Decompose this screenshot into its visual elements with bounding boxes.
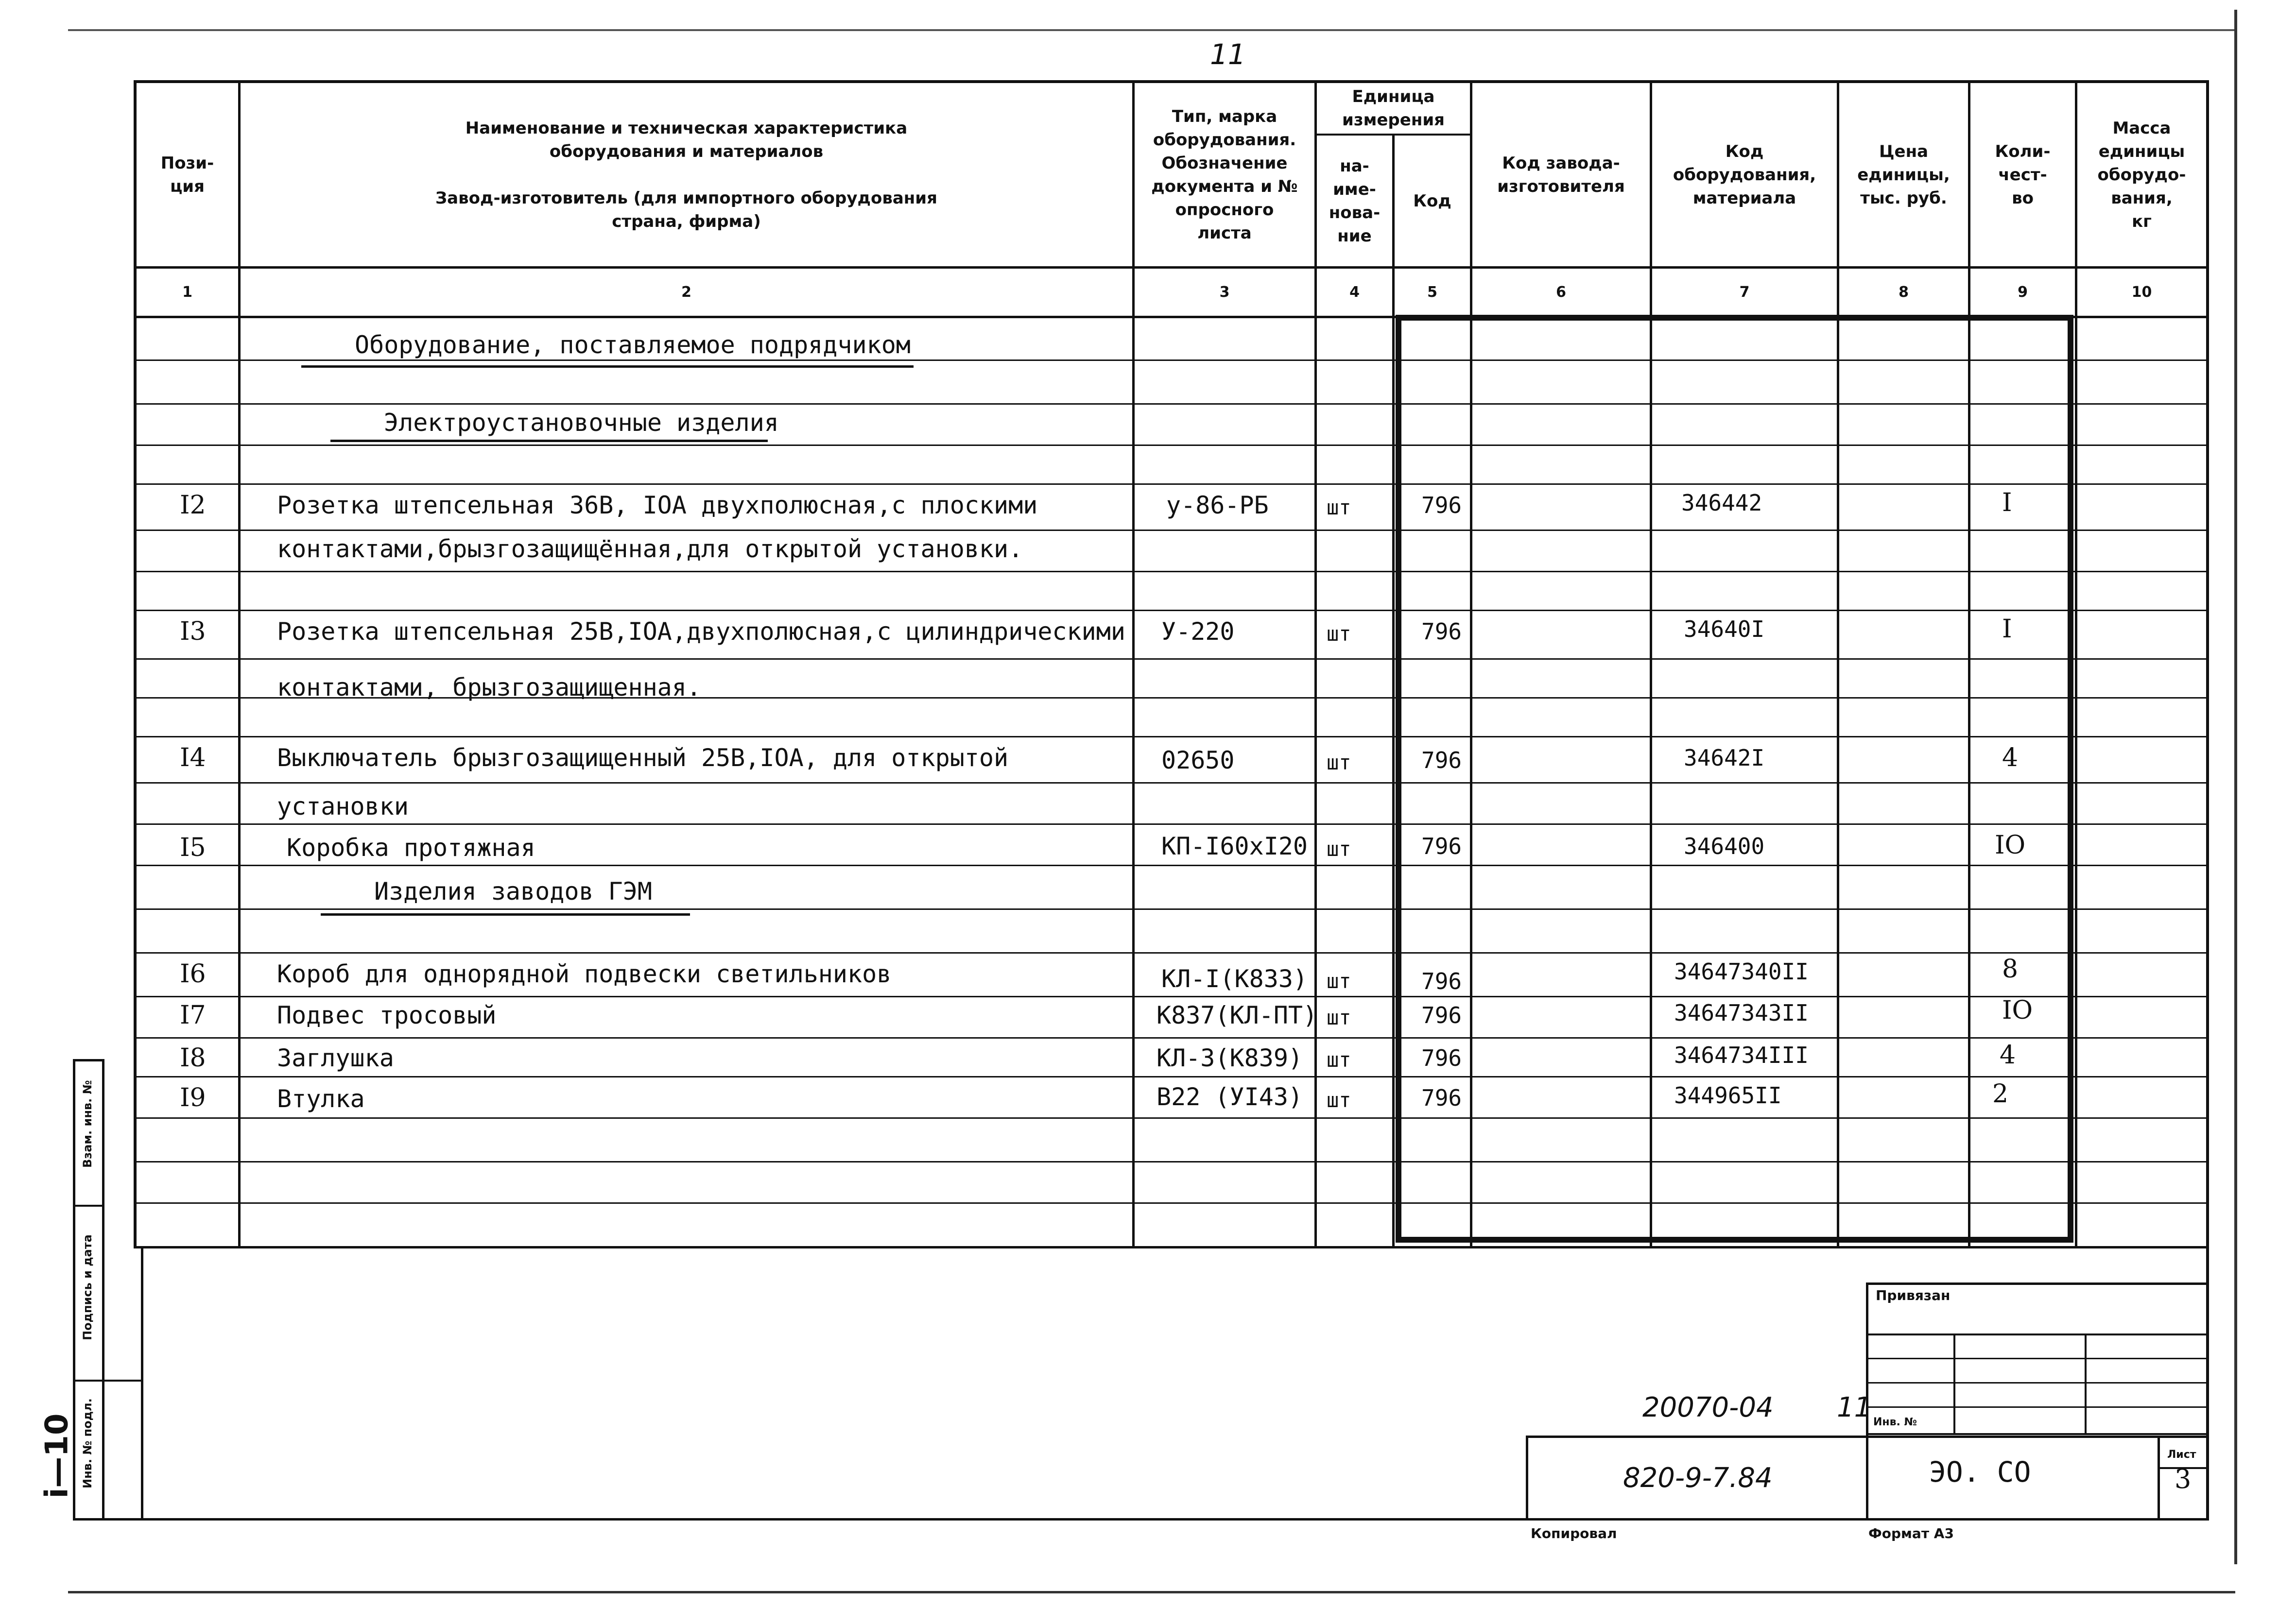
row-position: I7 <box>180 1001 206 1030</box>
row-unit: шт <box>1327 1048 1351 1072</box>
row-unit: шт <box>1327 496 1351 519</box>
header-unit-code: Код <box>1413 191 1451 211</box>
section-heading: Электроустановочные изделия <box>384 409 779 437</box>
row-equip: 34647343II <box>1674 1000 1809 1026</box>
stamp-inv-label: Инв. № подл. <box>81 1398 94 1488</box>
col-num: 5 <box>1427 284 1437 301</box>
side-code: i—10 <box>39 1413 75 1499</box>
col-num: 2 <box>681 284 691 301</box>
col-num: 8 <box>1899 284 1909 301</box>
row-name: Коробка протяжная <box>287 834 535 862</box>
row-code: 796 <box>1421 492 1462 518</box>
row-unit: шт <box>1327 1088 1351 1112</box>
row-code: 796 <box>1421 1085 1462 1111</box>
col-num: 6 <box>1556 284 1566 301</box>
tb-line <box>1526 1436 1528 1521</box>
row-name: контактами,брызгозащищённая,для открытой установки. <box>277 535 1023 563</box>
row-position: I2 <box>180 491 206 520</box>
row-code: 796 <box>1421 618 1462 645</box>
row-position: I3 <box>180 617 206 646</box>
row-type: У-220 <box>1161 617 1235 646</box>
stamp-podpis-label: Подпись и дата <box>81 1234 94 1340</box>
row-equip: 346400 <box>1684 833 1765 859</box>
stamp-line <box>102 1059 104 1521</box>
row-unit: шт <box>1327 1006 1351 1029</box>
row-equip: 346442 <box>1681 490 1762 516</box>
row-name: установки <box>277 792 409 821</box>
row-type: В22 (УI43) <box>1157 1083 1303 1111</box>
row-name: Выключатель брызгозащищенный 25В,IOA, для открытой <box>277 744 1009 772</box>
row-name: Подвес тросовый <box>277 1001 497 1029</box>
tb-line <box>1866 1382 2209 1384</box>
row-code: 796 <box>1421 1002 1462 1028</box>
format-label: Формат А3 <box>1868 1525 1954 1541</box>
tb-line <box>136 1518 2209 1521</box>
row-position: I4 <box>180 743 206 772</box>
row-name: Розетка штепсельная 36В, IOA двухполюсная,с плоскими <box>277 491 1038 519</box>
row-code: 796 <box>1421 968 1462 994</box>
row-qty: I <box>2002 615 2012 644</box>
header-unit-group: Единица измерения <box>1342 87 1445 130</box>
col-num: 7 <box>1739 284 1750 301</box>
row-type: КЛ-3(К839) <box>1157 1044 1303 1072</box>
row-unit: шт <box>1327 622 1351 646</box>
row-equip: 3464734III <box>1674 1042 1809 1068</box>
privyazan-label: Привязан <box>1876 1287 1951 1303</box>
tb-line <box>1866 1433 2209 1435</box>
stamp-line <box>141 1246 143 1521</box>
row-type: 02650 <box>1161 746 1235 774</box>
section-underline <box>301 365 914 368</box>
bottom-edge-line <box>68 1591 2235 1593</box>
page-number: 11 <box>1210 38 1246 71</box>
section-heading: Оборудование, поставляемое подрядчиком <box>355 331 911 359</box>
section-underline <box>330 440 768 442</box>
tb-line <box>1526 1436 2209 1438</box>
doc-sheet: 11 <box>1837 1392 1872 1423</box>
stamp-line <box>73 1518 143 1521</box>
row-code: 796 <box>1421 1045 1462 1071</box>
row-qty: IO <box>1995 831 2026 860</box>
stamp-line <box>73 1059 104 1061</box>
list-label: Лист <box>2167 1449 2196 1461</box>
doc-code: 20070-04 <box>1642 1392 1774 1423</box>
row-name: Короб для однорядной подвески светильников <box>277 960 892 988</box>
row-equip: 34642I <box>1684 745 1765 771</box>
row-name: Розетка штепсельная 25В,IOA,двухполюсная,с цилиндрическими <box>277 617 1125 646</box>
kopiroval-label: Копировал <box>1531 1525 1617 1541</box>
col-num: 3 <box>1219 284 1230 301</box>
tb-line <box>1866 1406 2209 1408</box>
row-type: К837(КЛ-ПТ) <box>1157 1001 1318 1029</box>
header-mass: Масса единицы оборудо- вания, кг <box>2097 118 2186 231</box>
tb-line <box>1866 1358 2209 1359</box>
stamp-line <box>73 1380 143 1382</box>
row-qty: 4 <box>2002 743 2019 772</box>
row-qty: I <box>2002 488 2012 517</box>
row-qty: 2 <box>1992 1079 2009 1109</box>
table-bottom <box>134 1246 2209 1248</box>
tb-line <box>1953 1333 1955 1433</box>
col-num: 9 <box>2018 284 2028 301</box>
row-equip: 34640I <box>1684 616 1765 642</box>
section-underline <box>321 913 690 916</box>
tb-line <box>1866 1282 2209 1285</box>
tb-line <box>1866 1333 2209 1335</box>
header-position: Пози- ция <box>160 153 214 196</box>
header-name: Наименование и техническая характеристика оборудования и материалов Завод-изготовитель (для импортного оборудования страна, фирма) <box>435 118 937 231</box>
header-equip-code: Код оборудования, материала <box>1673 141 1816 208</box>
row-unit: шт <box>1327 837 1351 861</box>
list-value: 3 <box>2175 1464 2192 1494</box>
row-code: 796 <box>1421 747 1462 773</box>
row-name: контактами, брызгозащищенная. <box>277 673 701 701</box>
row-code: 796 <box>1421 833 1462 859</box>
col-num: 10 <box>2131 284 2152 301</box>
stamp-vzam-label: Взам. инв. № <box>81 1080 94 1168</box>
row-equip: 344965II <box>1674 1082 1782 1109</box>
section-heading: Изделия заводов ГЭМ <box>374 877 652 906</box>
frame-right <box>2206 80 2209 1521</box>
row-type: КЛ-I(К833) <box>1161 965 1308 993</box>
row-unit: шт <box>1327 751 1351 774</box>
inv-no-label: Инв. № <box>1873 1416 1917 1428</box>
mark: ЭО. СО <box>1929 1455 2031 1488</box>
header-price: Цена единицы, тыс. руб. <box>1857 141 1950 208</box>
row-type: у-86-РБ <box>1166 491 1269 519</box>
col-num: 4 <box>1349 284 1360 301</box>
tb-line <box>2085 1333 2087 1433</box>
header-type: Тип, марка оборудования. Обозначение документа и № опросного листа <box>1151 106 1298 243</box>
row-unit: шт <box>1327 969 1351 993</box>
stamp-line <box>73 1205 104 1207</box>
row-equip: 34647340II <box>1674 958 1809 985</box>
header-factory-code: Код завода- изготовителя <box>1497 153 1625 196</box>
row-qty: 4 <box>2000 1041 2016 1070</box>
row-type: КП-I60xI20 <box>1161 832 1308 860</box>
row-position: I6 <box>180 959 206 989</box>
col-num: 1 <box>182 284 192 301</box>
row-name: Заглушка <box>277 1044 394 1072</box>
designation: 820-9-7.84 <box>1623 1462 1773 1494</box>
header-unit-name: на- име- нова- ние <box>1329 156 1381 246</box>
row-qty: IO <box>2002 996 2033 1025</box>
row-qty: 8 <box>2002 955 2019 984</box>
row-position: I9 <box>180 1083 206 1112</box>
tb-line <box>2158 1436 2160 1521</box>
header-qty: Коли- чест- во <box>1995 141 2051 208</box>
top-edge-line <box>68 29 2235 31</box>
row-position: I8 <box>180 1043 206 1073</box>
right-edge-line <box>2234 10 2237 1564</box>
row-name: Втулка <box>277 1085 365 1113</box>
row-position: I5 <box>180 833 206 862</box>
